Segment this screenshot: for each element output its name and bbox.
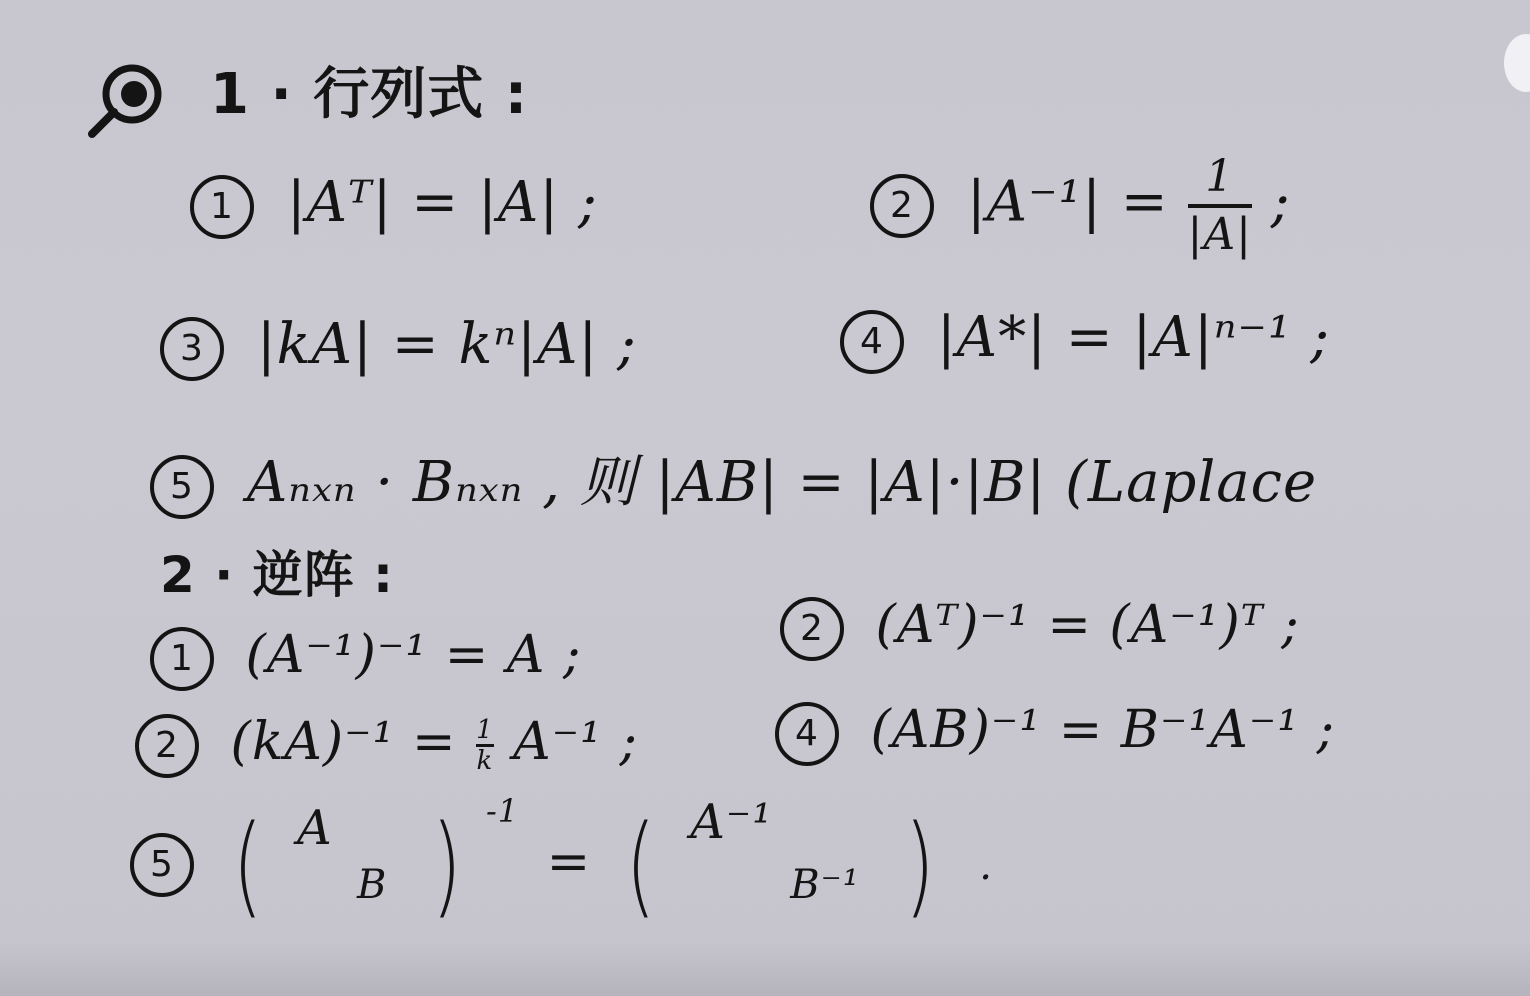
block-matrix-1: [287, 800, 407, 930]
det-item-1: [190, 170, 598, 239]
inv-item-4: [775, 700, 1335, 766]
inverse-exponent: -1: [485, 792, 520, 831]
matrix-2-entry-a: A⁻¹: [690, 794, 773, 850]
ending-period: .: [979, 842, 993, 889]
fraction-numerator: 1: [476, 715, 494, 745]
det-item-2-fraction: [1188, 150, 1252, 262]
circled-number-3: 3: [160, 317, 224, 381]
block-matrix-2: [680, 794, 880, 930]
inv-item-5: [130, 792, 993, 930]
inv-item-1-formula: (A⁻¹)⁻¹ = A ;: [245, 625, 582, 685]
det-item-1-formula: |Aᵀ| = |A| ;: [286, 170, 598, 235]
det-item-2-formula-right: ;: [1270, 169, 1291, 235]
det-item-3-formula: |kA| = kⁿ|A| ;: [256, 312, 637, 377]
left-paren: (: [232, 801, 263, 929]
section-2-heading: 2 · 逆阵 :: [160, 546, 395, 604]
page-bottom-shadow: [0, 940, 1530, 996]
inv-item-3-formula-right: A⁻¹ ;: [513, 712, 639, 772]
inv-item-2: [780, 595, 1300, 661]
pen-mark-bullet-icon: [88, 60, 168, 140]
inv-item-1: [150, 625, 581, 691]
inv-item-3-fraction: [476, 716, 494, 775]
fraction-denominator: k: [476, 746, 494, 776]
inv-item-3-formula-left: (kA)⁻¹ =: [230, 712, 457, 772]
det-item-4: [840, 305, 1330, 374]
det-item-3: [160, 312, 637, 381]
fraction-denominator: |A|: [1187, 209, 1252, 260]
left-paren-2: (: [625, 801, 657, 929]
circled-number-1b: 1: [150, 627, 214, 691]
inv-item-2-formula: (Aᵀ)⁻¹ = (A⁻¹)ᵀ ;: [875, 595, 1300, 655]
circled-number-5: 5: [150, 455, 214, 519]
equals-sign: =: [546, 831, 592, 892]
circled-number-4: 4: [840, 310, 904, 374]
det-item-4-formula: |A*| = |A|ⁿ⁻¹ ;: [936, 305, 1331, 370]
circled-number-1: 1: [190, 175, 254, 239]
det-item-2-formula-left: |A⁻¹| =: [966, 169, 1169, 235]
fraction-numerator: 1: [1188, 150, 1252, 208]
right-paren-2: ): [904, 801, 936, 929]
inv-item-3: [135, 712, 638, 778]
matrix-2-entry-b: B⁻¹: [790, 862, 860, 908]
right-paren: ): [431, 801, 462, 929]
det-item-5: [150, 438, 1317, 519]
det-item-5-formula: Aₙₓₙ · Bₙₓₙ , 则 |AB| = |A|·|B| (Laplace: [246, 450, 1318, 515]
circled-number-2b: 2: [780, 597, 844, 661]
circled-number-5b: 5: [130, 833, 194, 897]
circled-number-4b: 4: [775, 702, 839, 766]
matrix-1-entry-a: A: [296, 800, 333, 856]
det-item-2: [870, 150, 1291, 262]
inv-item-4-formula: (AB)⁻¹ = B⁻¹A⁻¹ ;: [870, 700, 1336, 760]
section-1-heading: 1 · 行列式 :: [210, 62, 529, 127]
circled-number-2: 2: [870, 174, 934, 238]
matrix-1-entry-b: B: [356, 862, 388, 908]
page-corner-highlight: [1504, 34, 1530, 92]
circled-number-2c: 2: [135, 714, 199, 778]
